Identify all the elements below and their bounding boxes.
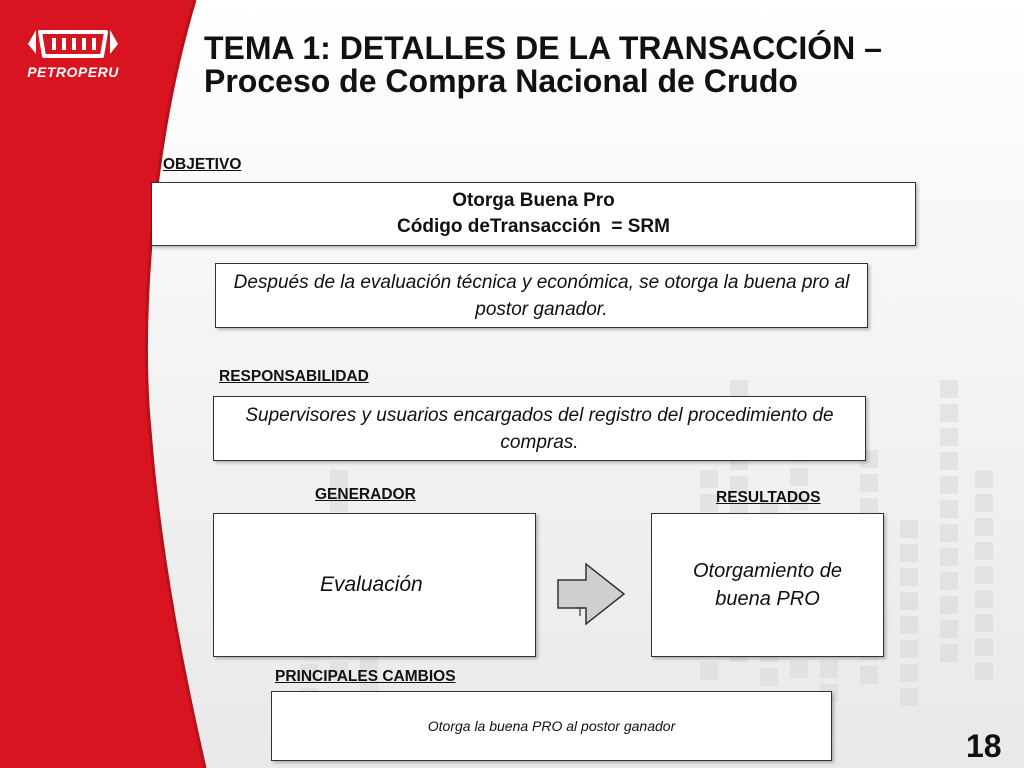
resultados-text: Otorgamiento de buena PRO (693, 560, 842, 610)
page-number: 18 (966, 728, 1002, 764)
responsabilidad-label: RESPONSABILIDAD (219, 368, 369, 385)
responsabilidad-text: Supervisores y usuarios encargados del registro del procedimiento de compras. (245, 404, 834, 453)
responsabilidad-box (213, 396, 866, 461)
objetivo-box (151, 182, 916, 246)
generador-box (213, 513, 536, 657)
resultados-box (651, 513, 884, 657)
arrow-right-icon (556, 562, 628, 626)
generador-label: GENERADOR (315, 486, 416, 503)
page-title: TEMA 1: DETALLES DE LA TRANSACCIÓN – Proceso de Compra Nacional de Crudo (204, 30, 882, 99)
principales-cambios-text: Otorga la buena PRO al postor ganador (427, 718, 676, 734)
objetivo-description: Después de la evaluación técnica y económica, se otorga la buena pro al postor ganador. (233, 271, 850, 320)
resultados-label: RESULTADOS (716, 489, 821, 506)
objetivo-title: Otorga Buena Pro (452, 190, 615, 211)
transaction-code: Código deTransacción = SRM (397, 216, 670, 237)
brand-name: PETROPERU (27, 64, 119, 80)
principales-cambios-box (271, 691, 832, 761)
generador-text: Evaluación (320, 573, 423, 596)
objetivo-label: OBJETIVO (163, 156, 242, 173)
principales-cambios-label: PRINCIPALES CAMBIOS (275, 668, 456, 685)
objetivo-description-box (215, 263, 868, 328)
